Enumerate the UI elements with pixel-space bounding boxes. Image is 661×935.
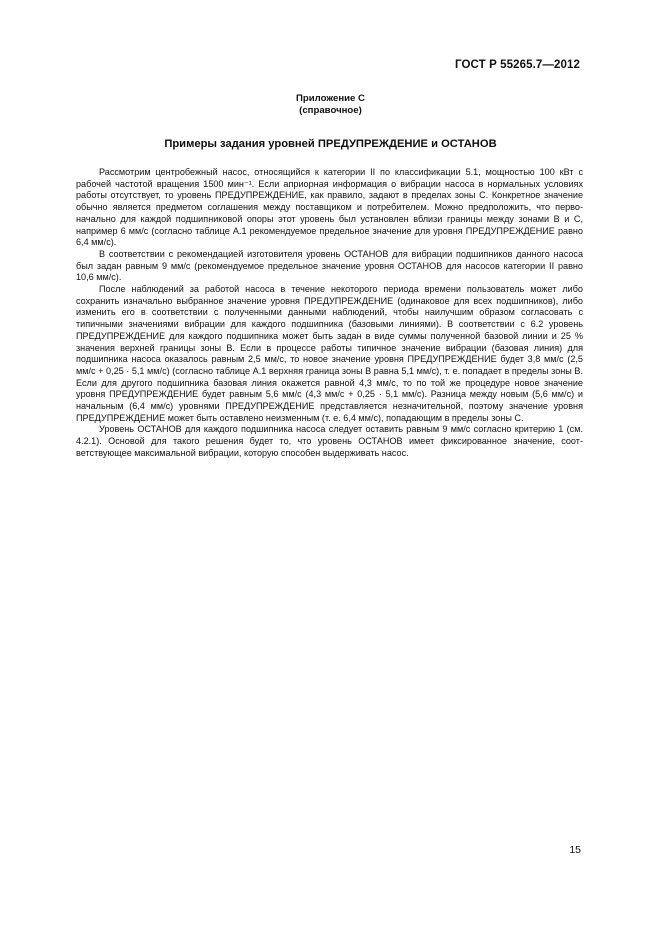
appendix-heading bbox=[0, 93, 661, 116]
appendix-label: Приложение С bbox=[296, 93, 365, 104]
paragraph-4: Уровень ОСТАНОВ для каждого подшипника насоса следует оставить равным 9 мм/с согласно критерию 1 (см. 4.2.1). Основой для такого решения будет то, что уровень ОСТАНОВ имеет фиксированное значение, соответствующее максимальной вибрации, которую способен выдерживать насос. bbox=[76, 424, 583, 458]
body-text bbox=[76, 167, 583, 460]
paragraph-1: Рассмотрим центробежный насос, относящийся к категории II по классификации 5.1, мощностью 100 кВт с рабочей частотой вращения 1500 мин⁻¹. Если априорная информация о вибрации насоса в нормальных условиях работы отсутствует, то уровень ПРЕДУПРЕЖДЕНИЕ, как правило, задают в пределах зоны С. Конкретное значение обычно является предметом соглашения между поставщиком и потребителем. Можно предположить, что первоначально для каждой подшипниковой опоры этот уровень был установлен вблизи границы между зонами В и С, например 6 мм/с (согласно таблице А.1 рекомендуемое предельное значение для уровня ПРЕДУПРЕЖДЕНИЕ равно 6,4 мм/с). bbox=[76, 167, 583, 248]
section-title: Примеры задания уровней ПРЕДУПРЕЖДЕНИЕ и ОСТАНОВ bbox=[164, 138, 497, 150]
page-number: 15 bbox=[569, 844, 581, 856]
paragraph-2: В соответствии с рекомендацией изготовителя уровень ОСТАНОВ для вибрации подшипников данного насоса был задан равным 9 мм/с (рекомендуемое предельное значение уровня ОСТАНОВ для насосов категории II равно 10,6 мм/с). bbox=[76, 248, 583, 283]
appendix-note: (справочное) bbox=[299, 104, 362, 116]
document-code-header: ГОСТ Р 55265.7—2012 bbox=[455, 59, 580, 71]
paragraph-3: После наблюдений за работой насоса в течение некоторого периода времени пользователь может либо сохранить изначально выбранное значение уровня ПРЕДУПРЕЖДЕНИЕ (одинаковое для всех подшипников), либо изменить его в соответствии с полученными данными наблюдений, чтобы наилучшим образом согласовать с типичными значениями вибрации для каждого подшипника (базовыми линиями). В соответствии с 6.2 уровень ПРЕДУПРЕЖДЕНИЕ для каждого подшипника может быть задан в виде суммы полученной базовой линии и 25 % значения верхней границы зоны В. Если в процессе работы типичное значение вибрации (базовая линия) для подшипника насоса оказалось равным 2,5 мм/с, то новое значение уровня ПРЕДУПРЕЖДЕНИЕ будет 3,8 мм/с (2,5 мм/с + 0,25 · 5,1 мм/с) (согласно таблице А.1 верхняя граница зоны В равна 5,1 мм/с), т. е. попадает в пределы зоны В. Если для другого подшипника базовая линия окажется равной 4,3 мм/с, то по той же процедуре новое значение уровня ПРЕДУПРЕЖДЕНИЕ будет равным 5,6 мм/с (4,3 мм/с + 0,25 · 5,1 мм/с). Разница между новым (5,6 мм/с) и начальным (6,4 мм/с) уровнями ПРЕДУПРЕЖДЕНИЕ представляется незначительной, поэтому значение уровня ПРЕДУПРЕЖДЕНИЕ может быть оставлено неизменным (т. е. 6,4 мм/с), попадающим в пределы зоны С. bbox=[76, 284, 583, 423]
